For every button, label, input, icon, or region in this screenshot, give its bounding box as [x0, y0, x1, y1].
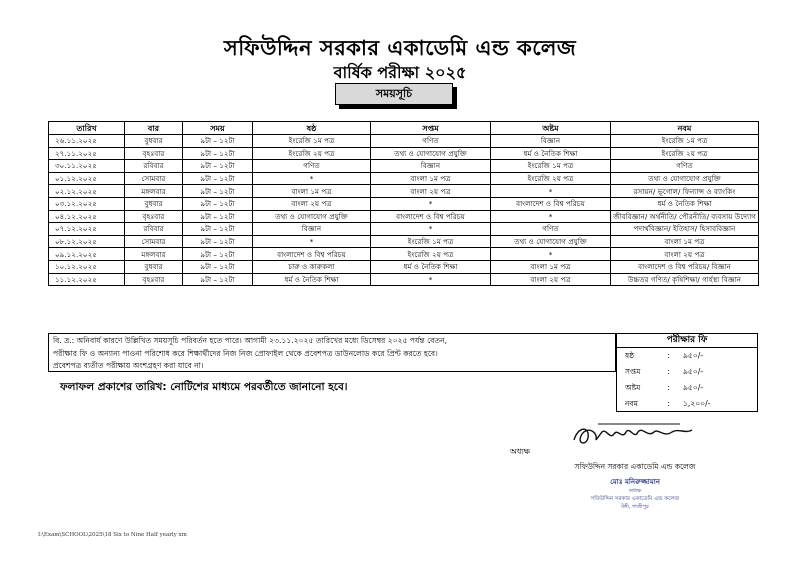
cell-date: ১১.১২.২০২৫: [49, 273, 125, 286]
cell-class-eight: গণিত: [491, 223, 611, 236]
fee-title: পরীক্ষার ফি: [617, 334, 757, 348]
col-class-nine: নবম: [611, 122, 759, 135]
cell-class-six: বাংলাদেশ ও বিশ্ব পরিচয়: [253, 248, 371, 261]
cell-class-seven: গণিত: [371, 135, 491, 148]
table-row: [49, 235, 759, 248]
cell-class-seven: ধর্ম ও নৈতিক শিক্ষা: [371, 260, 491, 273]
cell-day: বুধবার: [125, 197, 183, 210]
cell-class-eight: বিজ্ঞান: [491, 135, 611, 148]
cell-day: মঙ্গলবার: [125, 185, 183, 198]
notice-line: বি. দ্র.: অনিবার্য কারণে উল্লিখিত সময়সূচি পরিবর্তন হতে পারে। আগামী ২৩.১১.২০২৫ তারিখের মধ্যে ডিসেম্বর ২০২৫ পর্যন্ত বেতন,: [53, 336, 448, 345]
cell-time: ৯টা – ১২টা: [183, 210, 253, 223]
cell-date: ০৯.১২.২০২৫: [49, 248, 125, 261]
fee-amount: ৯৫০/-: [683, 383, 704, 392]
cell-class-seven: ইংরেজি ২য় পত্র: [371, 248, 491, 261]
cell-class-nine: উচ্চতর গণিত/ কৃষিশিক্ষা/ গার্হস্থ্য বিজ্ঞান: [611, 273, 759, 286]
col-date: তারিখ: [49, 122, 125, 135]
cell-date: ০৭.১২.২০২৫: [49, 223, 125, 236]
cell-class-six: *: [253, 235, 371, 248]
cell-class-seven: *: [371, 197, 491, 210]
cell-time: ৯টা – ১২টা: [183, 260, 253, 273]
cell-class-six: বাংলা ২য় পত্র: [253, 197, 371, 210]
cell-time: ৯টা – ১২টা: [183, 197, 253, 210]
cell-class-nine: ধর্ম ও নৈতিক শিক্ষা: [611, 197, 759, 210]
col-class-six: ষষ্ঠ: [253, 122, 371, 135]
fee-amount: ১,২০০/-: [683, 399, 711, 408]
exam-schedule-table: [48, 121, 759, 286]
cell-time: ৯টা – ১২টা: [183, 172, 253, 185]
seal-institution: সফিউদ্দিন সরকার একাডেমি এন্ড কলেজ: [590, 496, 680, 502]
cell-day: বুধবার: [125, 260, 183, 273]
cell-day: বৃহঃবার: [125, 210, 183, 223]
table-row: [49, 172, 759, 185]
fee-separator: :: [667, 367, 670, 376]
table-row: [49, 223, 759, 236]
cell-class-eight: বাংলা ২য় পত্র: [491, 273, 611, 286]
cell-class-seven: বাংলা ২য় পত্র: [371, 185, 491, 198]
seal-name: মোঃ মনিরুজ্জামান: [610, 478, 660, 486]
cell-date: ০২.১২.২০২৫: [49, 185, 125, 198]
cell-class-six: চারু ও কারুকলা: [253, 260, 371, 273]
cell-class-nine: জীববিজ্ঞান/ অর্থনীতি/ পৌরনীতি/ ব্যবসায় উদ্যোগ: [611, 210, 759, 223]
cell-class-seven: তথ্য ও যোগাযোগ প্রযুক্তি: [371, 147, 491, 160]
cell-class-seven: বাংলা ১ম পত্র: [371, 172, 491, 185]
table-row: [49, 197, 759, 210]
table-row: [49, 260, 759, 273]
notice-box: [48, 333, 616, 372]
table-row: [49, 248, 759, 261]
notice-line: পরীক্ষার ফি ও অন্যান্য পাওনা পরিশোধ করে শিক্ষার্থীদের নিজ নিজ প্রোফাইল থেকে প্রবেশপত্র ডাউনলোড করে প্রিন্ট করতে হবে।: [53, 348, 438, 358]
cell-class-nine: তথ্য ও যোগাযোগ প্রযুক্তি: [611, 172, 759, 185]
col-class-seven: সপ্তম: [371, 122, 491, 135]
fee-row: [617, 380, 757, 396]
cell-class-six: তথ্য ও যোগাযোগ প্রযুক্তি: [253, 210, 371, 223]
cell-time: ৯টা – ১২টা: [183, 185, 253, 198]
result-date-note: ফলাফল প্রকাশের তারিখ: নোটিশের মাধ্যমে পরবর্তীতে জানানো হবে।: [60, 381, 348, 393]
cell-class-six: গণিত: [253, 160, 371, 173]
notice-line: প্রবেশপত্র ব্যতীত পরীক্ষায় অংশগ্রহণ করা যাবে না।: [53, 361, 204, 371]
signature-designation: অধ্যক্ষ: [509, 447, 531, 456]
cell-date: ০৪.১২.২০২৫: [49, 210, 125, 223]
cell-class-nine: পদার্থবিজ্ঞান/ ইতিহাস/ হিসাববিজ্ঞান: [611, 223, 759, 236]
fee-class-label: নবম: [625, 399, 638, 408]
cell-class-six: বিজ্ঞান: [253, 223, 371, 236]
cell-day: রবিবার: [125, 223, 183, 236]
cell-class-six: ইংরেজি ২য় পত্র: [253, 147, 371, 160]
cell-class-six: বাংলা ১ম পত্র: [253, 185, 371, 198]
cell-class-six: ধর্ম ও নৈতিক শিক্ষা: [253, 273, 371, 286]
fee-amount: ৯৫০/-: [683, 351, 704, 360]
principal-seal: [565, 476, 705, 512]
fee-class-label: ষষ্ঠ: [625, 351, 635, 360]
cell-date: ০১.১২.২০২৫: [49, 172, 125, 185]
cell-class-six: *: [253, 172, 371, 185]
cell-class-seven: *: [371, 273, 491, 286]
cell-class-eight: *: [491, 185, 611, 198]
cell-class-nine: বাংলাদেশ ও বিশ্ব পরিচয়/ বিজ্ঞান: [611, 260, 759, 273]
fee-separator: :: [667, 383, 670, 392]
cell-class-nine: ইংরেজি ২য় পত্র: [611, 147, 759, 160]
fee-class-label: সপ্তম: [625, 367, 641, 376]
cell-time: ৯টা – ১২টা: [183, 160, 253, 173]
cell-day: বৃহঃবার: [125, 273, 183, 286]
cell-time: ৯টা – ১২টা: [183, 147, 253, 160]
exam-title: বার্ষিক পরীক্ষা ২০২৫: [333, 63, 467, 82]
schedule-label: সময়সূচি: [335, 83, 453, 105]
cell-class-six: ইংরেজি ১ম পত্র: [253, 135, 371, 148]
table-row: [49, 210, 759, 223]
col-day: বার: [125, 122, 183, 135]
cell-day: সোমবার: [125, 172, 183, 185]
col-class-eight: অষ্টম: [491, 122, 611, 135]
schedule-badge: [335, 83, 459, 109]
footer-file-path: I:\Exam\SCHOOL\2025\18 Six to Nine Half yearly xm: [38, 532, 187, 538]
cell-class-eight: *: [491, 248, 611, 261]
cell-class-nine: ইংরেজি ১ম পত্র: [611, 135, 759, 148]
fee-row: [617, 348, 757, 364]
cell-class-nine: বাংলা ১ম পত্র: [611, 235, 759, 248]
exam-fee-box: [616, 333, 758, 412]
table-row: [49, 147, 759, 160]
cell-class-eight: *: [491, 210, 611, 223]
table-row: [49, 185, 759, 198]
cell-day: বৃহঃবার: [125, 147, 183, 160]
cell-time: ৯টা – ১২টা: [183, 248, 253, 261]
cell-date: ০৮.১২.২০২৫: [49, 235, 125, 248]
signature-institution: সফিউদ্দিন সরকার একাডেমি এন্ড কলেজ: [574, 462, 696, 471]
seal-designation: অধ্যক্ষ: [628, 488, 642, 494]
cell-time: ৯টা – ১২টা: [183, 223, 253, 236]
cell-class-nine: বাংলা ২য় পত্র: [611, 248, 759, 261]
fee-row: [617, 396, 757, 412]
fee-separator: :: [667, 351, 670, 360]
col-time: সময়: [183, 122, 253, 135]
cell-class-eight: বাংলা ১ম পত্র: [491, 260, 611, 273]
cell-time: ৯টা – ১২টা: [183, 135, 253, 148]
cell-date: ১০.১২.২০২৫: [49, 260, 125, 273]
table-row: [49, 135, 759, 148]
cell-date: ২৬.১১.২০২৫: [49, 135, 125, 148]
cell-class-eight: ইংরেজি ১ম পত্র: [491, 160, 611, 173]
cell-class-seven: *: [371, 223, 491, 236]
cell-class-nine: রসায়ন/ ভূগোল/ ফিন্যান্স ও ব্যাংকিং: [611, 185, 759, 198]
table-row: [49, 273, 759, 286]
fee-separator: :: [667, 399, 670, 408]
fee-list: [617, 348, 757, 412]
fee-amount: ৯৫০/-: [683, 367, 704, 376]
cell-class-seven: বাংলাদেশ ও বিশ্ব পরিচয়: [371, 210, 491, 223]
cell-time: ৯টা – ১২টা: [183, 273, 253, 286]
cell-class-seven: বিজ্ঞান: [371, 160, 491, 173]
table-body: [49, 135, 759, 286]
cell-day: মঙ্গলবার: [125, 248, 183, 261]
cell-class-nine: গণিত: [611, 160, 759, 173]
fee-class-label: অষ্টম: [625, 383, 641, 392]
cell-day: সোমবার: [125, 235, 183, 248]
cell-class-seven: ইংরেজি ১ম পত্র: [371, 235, 491, 248]
cell-class-eight: ধর্ম ও নৈতিক শিক্ষা: [491, 147, 611, 160]
seal-location: টঙ্গী, গাজীপুর: [621, 504, 649, 510]
cell-time: ৯টা – ১২টা: [183, 235, 253, 248]
fee-row: [617, 364, 757, 380]
cell-class-eight: তথ্য ও যোগাযোগ প্রযুক্তি: [491, 235, 611, 248]
cell-day: রবিবার: [125, 160, 183, 173]
cell-date: ০৩.১২.২০২৫: [49, 197, 125, 210]
cell-day: বুধবার: [125, 135, 183, 148]
cell-class-eight: ইংরেজি ২য় পত্র: [491, 172, 611, 185]
cell-class-eight: বাংলাদেশ ও বিশ্ব পরিচয়: [491, 197, 611, 210]
institution-title: সফিউদ্দিন সরকার একাডেমি এন্ড কলেজ: [223, 36, 577, 60]
cell-date: ২৭.১১.২০২৫: [49, 147, 125, 160]
table-row: [49, 160, 759, 173]
table-header-row: [49, 122, 759, 135]
cell-date: ৩০.১১.২০২৫: [49, 160, 125, 173]
